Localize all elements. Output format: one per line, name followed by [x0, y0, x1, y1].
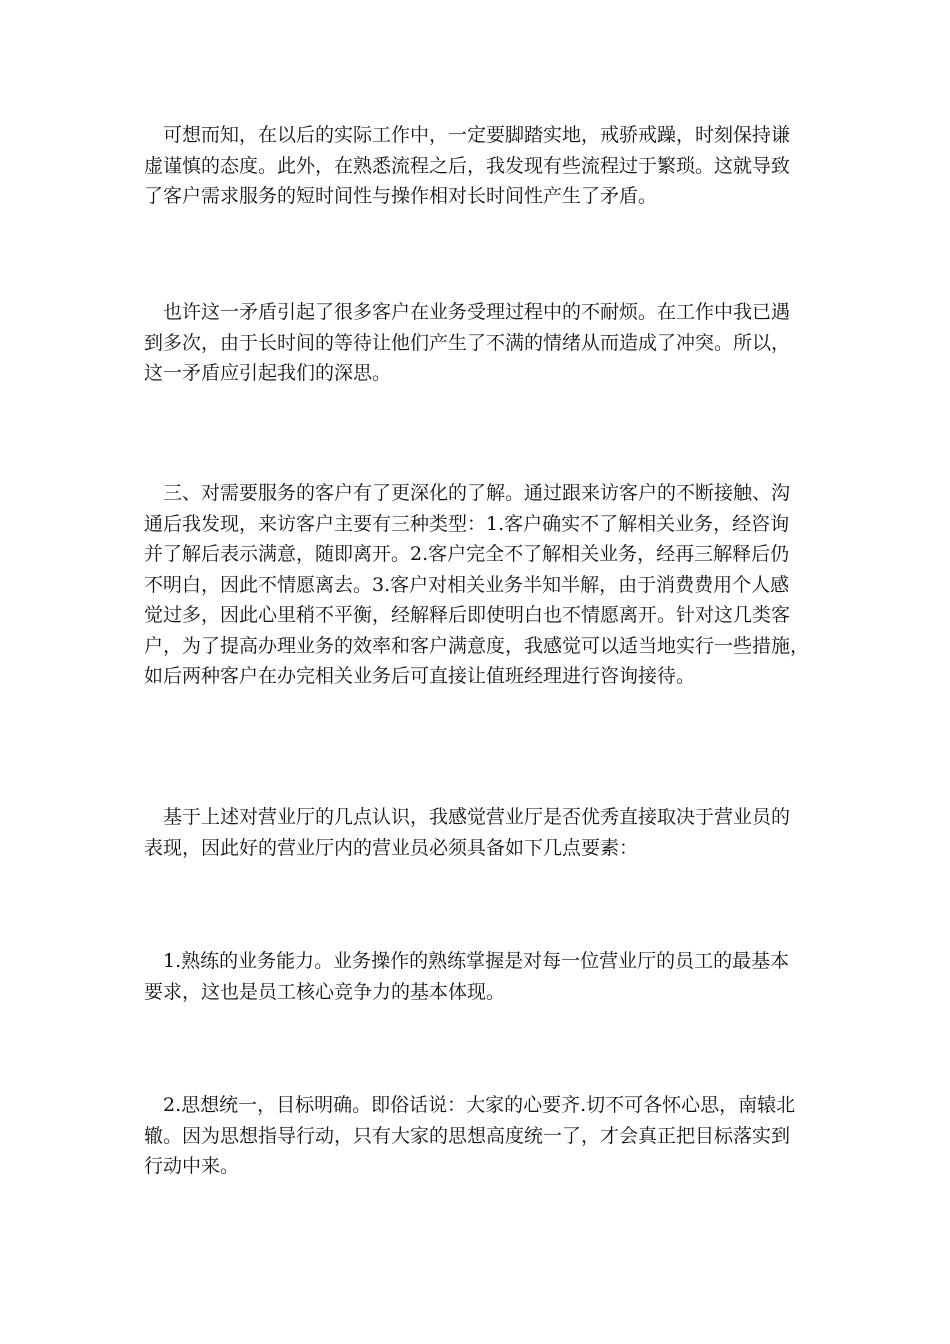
text-line: 也许这一矛盾引起了很多客户在业务受理过程中的不耐烦。在工作中我已遇 [163, 301, 791, 323]
text-line: 虚谨慎的态度。此外，在熟悉流程之后，我发现有些流程过于繁琐。这就导致 [144, 154, 791, 177]
text-line: 可想而知，在以后的实际工作中，一定要脚踏实地，戒骄戒躁，时刻保持谦 [163, 124, 791, 146]
text-line: 这一矛盾应引起我们的深思。 [144, 362, 392, 384]
text-line: 辙。因为思想指导行动，只有大家的思想高度统一了，才会真正把目标落实到 [144, 1124, 791, 1147]
text-line: 如后两种客户在办完相关业务后可直接让值班经理进行咨询接待。 [144, 665, 696, 687]
text-line: 不明白，因此不情愿离去。3.客户对相关业务半知半解，由于消费费用个人感 [144, 573, 790, 596]
paragraph-4 [144, 802, 808, 863]
text-line: 到多次，由于长时间的等待让他们产生了不满的情绪从而造成了冲突。所以， [144, 331, 791, 354]
text-line: 三、对需要服务的客户有了更深化的了解。通过跟来访客户的不断接触、沟 [163, 482, 791, 504]
paragraph-6 [144, 1090, 808, 1182]
text-line: 了客户需求服务的短时间性与操作相对长时间性产生了矛盾。 [144, 185, 658, 207]
paragraph-5 [144, 946, 808, 1007]
text-line: 基于上述对营业厅的几点认识，我感觉营业厅是否优秀直接取决于营业员的 [163, 806, 791, 828]
text-line: 1.熟练的业务能力。业务操作的熟练掌握是对每一位营业厅的员工的最基本 [163, 950, 790, 972]
text-line: 2.思想统一，目标明确。即俗话说：大家的心要齐.切不可各怀心思，南辕北 [163, 1094, 796, 1116]
text-line: 要求，这也是员工核心竞争力的基本体现。 [144, 980, 506, 1003]
text-line: 户，为了提高办理业务的效率和客户满意度，我感觉可以适当地实行一些措施， [144, 634, 810, 657]
text-line: 觉过多，因此心里稍不平衡，经解释后即使明白也不情愿离开。针对这几类客 [144, 604, 791, 626]
text-line: 行动中来。 [144, 1155, 240, 1177]
text-line: 通后我发现，来访客户主要有三种类型：1.客户确实不了解相关业务，经咨询 [144, 512, 790, 535]
paragraph-2 [144, 297, 808, 389]
text-line: 表现，因此好的营业厅内的营业员必须具备如下几点要素： [144, 836, 639, 859]
paragraph-1 [144, 120, 808, 212]
paragraph-3 [144, 478, 808, 692]
text-line: 并了解后表示满意，随即离开。2.客户完全不了解相关业务，经再三解释后仍 [144, 543, 790, 565]
